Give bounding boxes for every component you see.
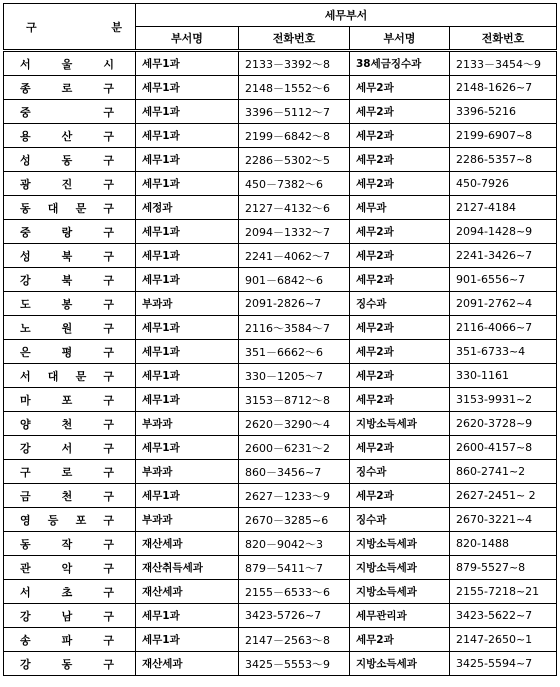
- phone-cell-2: 901-6556~7: [450, 268, 557, 292]
- phone-cell-2: 2627-2451~ 2: [450, 484, 557, 508]
- dept-name-cell-1: 세무1과: [136, 364, 239, 388]
- dept-name-cell-1: 세무1과: [136, 628, 239, 652]
- phone-cell-1: 351－6662～6: [239, 340, 350, 364]
- table-row: [4, 436, 557, 460]
- dept-name-cell-1: 세무1과: [136, 484, 239, 508]
- category-header: 구 분: [4, 4, 136, 51]
- phone-cell-2: 2286-5357~8: [450, 148, 557, 172]
- district-cell: [4, 51, 136, 76]
- district-label: 성 동 구: [20, 153, 114, 167]
- district-label: 금 천 구: [20, 489, 114, 503]
- dept-name-cell-2: 지방소득세과: [350, 580, 450, 604]
- district-cell: [4, 412, 136, 436]
- district-label: 성 북 구: [20, 249, 114, 263]
- dept-name-cell-2: 징수과: [350, 292, 450, 316]
- table-row: [4, 100, 557, 124]
- district-cell: [4, 292, 136, 316]
- district-label: 강 동 구: [20, 657, 114, 671]
- district-label: 강 서 구: [20, 441, 114, 455]
- dept-name-cell-2: 세무2과: [350, 388, 450, 412]
- dept-name-cell-2: 지방소득세과: [350, 556, 450, 580]
- table-row: [4, 604, 557, 628]
- dept-name-cell-2: 세무2과: [350, 172, 450, 196]
- tax-department-table-container: [3, 3, 556, 676]
- phone-cell-2: 860-2741~2: [450, 460, 557, 484]
- phone-cell-2: 2199-6907~8: [450, 124, 557, 148]
- district-label: 송 파 구: [20, 633, 114, 647]
- phone-cell-1: 2091-2826~7: [239, 292, 350, 316]
- phone-cell-2: 2147-2650~1: [450, 628, 557, 652]
- dept-name-header-1: 부서명: [136, 27, 239, 51]
- phone-cell-1: 2127－4132～6: [239, 196, 350, 220]
- district-cell: [4, 580, 136, 604]
- district-label: 강 북 구: [20, 273, 114, 287]
- district-cell: [4, 340, 136, 364]
- district-cell: [4, 100, 136, 124]
- district-label: 마 포 구: [20, 393, 114, 407]
- table-row: [4, 388, 557, 412]
- district-cell: [4, 436, 136, 460]
- phone-cell-2: 2241-3426~7: [450, 244, 557, 268]
- district-cell: [4, 628, 136, 652]
- phone-cell-1: 820－9042～3: [239, 532, 350, 556]
- district-cell: [4, 604, 136, 628]
- district-cell: [4, 76, 136, 100]
- dept-name-cell-1: 세무1과: [136, 340, 239, 364]
- table-row: [4, 196, 557, 220]
- district-cell: [4, 460, 136, 484]
- dept-name-cell-2: 지방소득세과: [350, 412, 450, 436]
- district-label: 서 초 구: [20, 585, 114, 599]
- dept-name-cell-2: 징수과: [350, 460, 450, 484]
- phone-cell-2: 2094-1428~9: [450, 220, 557, 244]
- dept-name-cell-2: 세무2과: [350, 268, 450, 292]
- phone-cell-1: 2155－6533～6: [239, 580, 350, 604]
- phone-cell-2: 351-6733~4: [450, 340, 557, 364]
- district-label: 동 작 구: [20, 537, 114, 551]
- phone-cell-1: 2148－1552～6: [239, 76, 350, 100]
- phone-cell-2: 2620-3728~9: [450, 412, 557, 436]
- table-row: [4, 628, 557, 652]
- dept-name-cell-2: 세무2과: [350, 76, 450, 100]
- tax-department-group-header: 세무부서: [136, 4, 557, 27]
- district-label: 관 악 구: [20, 561, 114, 575]
- dept-name-cell-1: 재산세과: [136, 580, 239, 604]
- phone-cell-1: 450－7382～6: [239, 172, 350, 196]
- phone-cell-1: 2133－3392～8: [239, 51, 350, 76]
- district-cell: [4, 556, 136, 580]
- dept-name-cell-1: 부과과: [136, 292, 239, 316]
- district-label: 은 평 구: [20, 345, 114, 359]
- table-row: [4, 412, 557, 436]
- dept-name-cell-2: 38세금징수과: [350, 51, 450, 76]
- dept-name-cell-2: 세무2과: [350, 364, 450, 388]
- phone-cell-2: 2148-1626~7: [450, 76, 557, 100]
- phone-cell-1: 2627－1233～9: [239, 484, 350, 508]
- dept-name-cell-1: 세무1과: [136, 172, 239, 196]
- table-row: [4, 508, 557, 532]
- table-row: [4, 580, 557, 604]
- table-row: [4, 652, 557, 676]
- phone-cell-1: 330－1205～7: [239, 364, 350, 388]
- table-row: [4, 292, 557, 316]
- district-label: 서 대 문 구: [20, 369, 114, 383]
- dept-name-header-2: 부서명: [350, 27, 450, 51]
- phone-cell-1: 3425－5553～9: [239, 652, 350, 676]
- phone-cell-2: 2127-4184: [450, 196, 557, 220]
- dept-name-cell-2: 세무2과: [350, 484, 450, 508]
- table-row: [4, 532, 557, 556]
- dept-name-cell-2: 세무2과: [350, 124, 450, 148]
- dept-name-cell-1: 세무1과: [136, 604, 239, 628]
- district-label: 중 랑 구: [20, 225, 114, 239]
- table-row: [4, 124, 557, 148]
- dept-name-cell-1: 세무1과: [136, 388, 239, 412]
- table-row: [4, 556, 557, 580]
- dept-name-cell-2: 지방소득세과: [350, 532, 450, 556]
- table-row: [4, 51, 557, 76]
- phone-cell-1: 2620－3290～4: [239, 412, 350, 436]
- phone-cell-2: 2155-7218~21: [450, 580, 557, 604]
- dept-name-cell-2: 세무과: [350, 196, 450, 220]
- phone-cell-2: 3396-5216: [450, 100, 557, 124]
- table-row: [4, 316, 557, 340]
- phone-cell-1: 2241－4062～7: [239, 244, 350, 268]
- phone-cell-2: 820-1488: [450, 532, 557, 556]
- dept-name-cell-2: 세무2과: [350, 244, 450, 268]
- phone-cell-2: 450-7926: [450, 172, 557, 196]
- district-cell: [4, 316, 136, 340]
- phone-cell-2: 3153-9931~2: [450, 388, 557, 412]
- dept-name-cell-2: 지방소득세과: [350, 652, 450, 676]
- table-row: [4, 76, 557, 100]
- table-row: [4, 244, 557, 268]
- table-row: [4, 268, 557, 292]
- dept-name-cell-1: 세무1과: [136, 51, 239, 76]
- table-row: [4, 484, 557, 508]
- dept-name-cell-1: 부과과: [136, 460, 239, 484]
- district-cell: [4, 196, 136, 220]
- dept-name-cell-1: 세무1과: [136, 148, 239, 172]
- phone-cell-2: 2133－3454～9: [450, 51, 557, 76]
- table-row: [4, 460, 557, 484]
- district-cell: [4, 652, 136, 676]
- phone-cell-2: 2670-3221~4: [450, 508, 557, 532]
- district-cell: [4, 388, 136, 412]
- table-row: [4, 220, 557, 244]
- phone-header-2: 전화번호: [450, 27, 557, 51]
- dept-name-cell-1: 세정과: [136, 196, 239, 220]
- dept-name-cell-2: 세무2과: [350, 340, 450, 364]
- dept-name-cell-2: 세무2과: [350, 436, 450, 460]
- table-row: [4, 172, 557, 196]
- phone-cell-2: 879-5527~8: [450, 556, 557, 580]
- phone-cell-1: 3423-5726~7: [239, 604, 350, 628]
- phone-cell-1: 2600－6231～2: [239, 436, 350, 460]
- district-cell: [4, 268, 136, 292]
- dept-name-cell-2: 세무2과: [350, 316, 450, 340]
- district-label: 양 천 구: [20, 417, 114, 431]
- phone-cell-1: 2116～3584～7: [239, 316, 350, 340]
- district-label: 도 봉 구: [20, 297, 114, 311]
- phone-cell-2: 2116-4066~7: [450, 316, 557, 340]
- district-label: 광 진 구: [20, 177, 114, 191]
- district-cell: [4, 484, 136, 508]
- phone-cell-2: 2091-2762~4: [450, 292, 557, 316]
- district-cell: [4, 172, 136, 196]
- district-label: 중 구: [20, 105, 114, 119]
- table-row: [4, 364, 557, 388]
- dept-name-cell-1: 세무1과: [136, 244, 239, 268]
- phone-cell-2: 3423-5622~7: [450, 604, 557, 628]
- district-cell: [4, 508, 136, 532]
- district-label: 용 산 구: [20, 129, 114, 143]
- district-cell: [4, 364, 136, 388]
- table-row: [4, 148, 557, 172]
- district-cell: [4, 532, 136, 556]
- phone-cell-1: 901－6842～6: [239, 268, 350, 292]
- dept-name-cell-1: 세무1과: [136, 316, 239, 340]
- phone-cell-1: 2286－5302～5: [239, 148, 350, 172]
- phone-cell-1: 2670－3285~6: [239, 508, 350, 532]
- district-cell: [4, 124, 136, 148]
- dept-name-cell-1: 재산세과: [136, 532, 239, 556]
- phone-cell-2: 2600-4157~8: [450, 436, 557, 460]
- dept-name-cell-1: 세무1과: [136, 100, 239, 124]
- dept-name-cell-2: 세무2과: [350, 220, 450, 244]
- table-row: [4, 340, 557, 364]
- tax-department-table: [3, 3, 557, 676]
- district-label: 노 원 구: [20, 321, 114, 335]
- phone-cell-2: 330-1161: [450, 364, 557, 388]
- dept-name-cell-1: 세무1과: [136, 436, 239, 460]
- phone-cell-1: 860－3456~7: [239, 460, 350, 484]
- phone-cell-1: 879－5411～7: [239, 556, 350, 580]
- district-cell: [4, 220, 136, 244]
- dept-name-cell-2: 세무2과: [350, 100, 450, 124]
- phone-cell-1: 3396－5112～7: [239, 100, 350, 124]
- phone-cell-1: 2094－1332～7: [239, 220, 350, 244]
- phone-cell-1: 2199－6842～8: [239, 124, 350, 148]
- dept-name-cell-1: 부과과: [136, 412, 239, 436]
- dept-name-cell-1: 세무1과: [136, 76, 239, 100]
- dept-name-cell-1: 재산세과: [136, 652, 239, 676]
- district-cell: [4, 244, 136, 268]
- table-body: [4, 51, 557, 676]
- dept-name-cell-1: 부과과: [136, 508, 239, 532]
- dept-name-cell-2: 징수과: [350, 508, 450, 532]
- district-label: 구 로 구: [20, 465, 114, 479]
- dept-name-cell-1: 세무1과: [136, 124, 239, 148]
- phone-header-1: 전화번호: [239, 27, 350, 51]
- district-label: 강 남 구: [20, 609, 114, 623]
- dept-name-cell-2: 세무관리과: [350, 604, 450, 628]
- dept-name-cell-1: 재산취득세과: [136, 556, 239, 580]
- dept-name-cell-1: 세무1과: [136, 268, 239, 292]
- dept-name-cell-2: 세무2과: [350, 628, 450, 652]
- district-label: 종 로 구: [20, 81, 114, 95]
- district-label: 서 울 시: [20, 57, 114, 71]
- phone-cell-1: 3153－8712～8: [239, 388, 350, 412]
- header-row-top: [4, 4, 557, 27]
- dept-name-cell-1: 세무1과: [136, 220, 239, 244]
- district-cell: [4, 148, 136, 172]
- phone-cell-2: 3425-5594~7: [450, 652, 557, 676]
- district-label: 영 등 포 구: [20, 513, 114, 527]
- district-label: 동 대 문 구: [20, 201, 114, 215]
- phone-cell-1: 2147－2563～8: [239, 628, 350, 652]
- dept-name-cell-2: 세무2과: [350, 148, 450, 172]
